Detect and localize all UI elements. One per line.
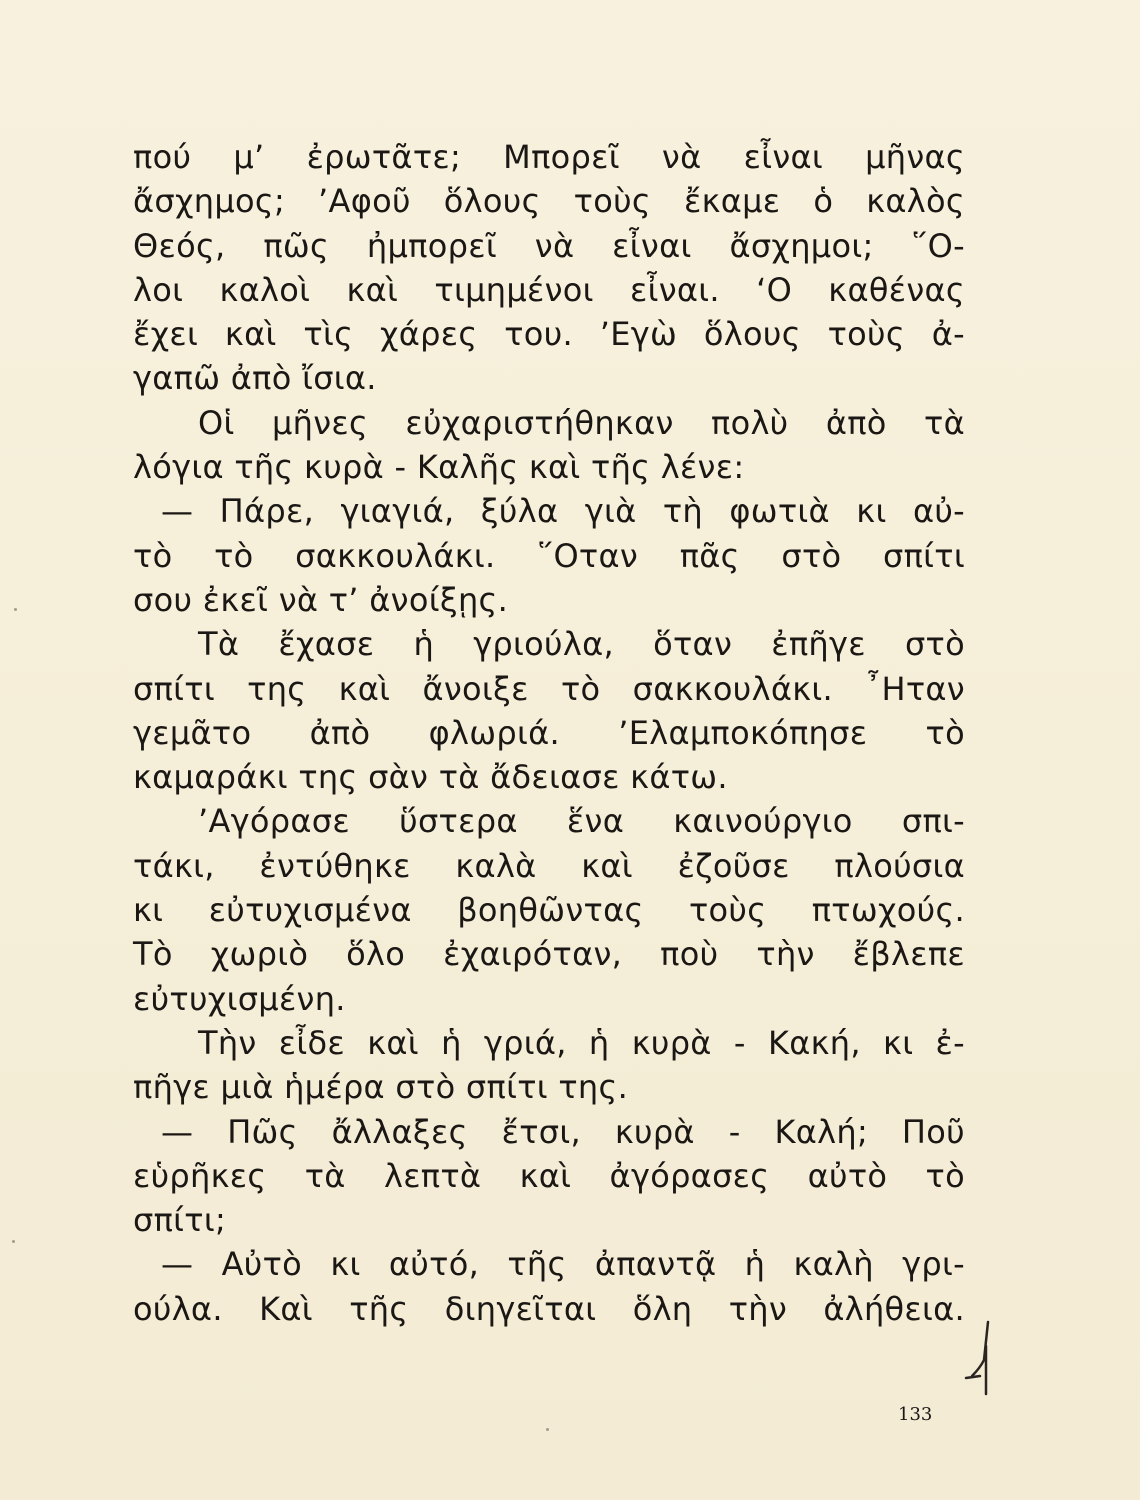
- text-line: εὐτυχισμένη.: [133, 979, 346, 1018]
- text-line: τὸ τὸ σακκουλάκι. ῞Οταν πᾶς στὸ σπίτι: [133, 536, 965, 575]
- text-line: Θεός, πῶς ἠμπορεῖ νὰ εἶναι ἄσχημοι; ῞Ο-: [133, 226, 965, 265]
- text-line: τάκι, ἐντύθηκε καλὰ καὶ ἐζοῦσε πλούσια: [133, 846, 965, 885]
- text-line: γαπῶ ἀπὸ ἴσια.: [133, 359, 377, 398]
- dialogue-line: — Αὐτὸ κι αὐτό, τῆς ἀπαντᾷ ἡ καλὴ γρι-: [161, 1245, 965, 1284]
- text-line: σπίτι της καὶ ἄνοιξε τὸ σακκουλάκι. ῏Ηταν: [133, 669, 965, 708]
- text-line: ούλα. Καὶ τῆς διηγεῖται ὅλη τὴν ἀλήθεια.: [133, 1289, 965, 1328]
- text-line: πῆγε μιὰ ἡμέρα στὸ σπίτι της.: [133, 1068, 629, 1107]
- dialogue-line: — Πάρε, γιαγιά, ξύλα γιὰ τὴ φωτιὰ κι αὐ-: [161, 492, 965, 531]
- paper-speck: [546, 1428, 549, 1431]
- pencil-mark-icon: [962, 1316, 1002, 1396]
- paragraph-first-line: Τὴν εἶδε καὶ ἡ γριά, ἡ κυρὰ - Κακή, κι ἐ-: [198, 1023, 965, 1062]
- page-number: 133: [898, 1404, 933, 1425]
- text-line: κι εὐτυχισμένα βοηθῶντας τοὺς πτωχούς.: [133, 891, 965, 930]
- text-line: Τὸ χωριὸ ὅλο ἐχαιρόταν, ποὺ τὴν ἔβλεπε: [133, 935, 965, 974]
- text-line: σου ἐκεῖ νὰ τ’ ἀνοίξῃς.: [133, 580, 509, 619]
- text-line: καμαράκι της σὰν τὰ ἄδειασε κάτω.: [133, 758, 728, 797]
- text-line: λοι καλοὶ καὶ τιμημένοι εἶναι. ‘Ο καθένας: [133, 270, 965, 309]
- body-text: [133, 135, 965, 1331]
- text-line: σπίτι;: [133, 1201, 227, 1240]
- text-line: ἔχει καὶ τὶς χάρες του. ’Εγὼ ὅλους τοὺς ἀ-: [133, 315, 965, 354]
- paper-speck: [12, 1240, 15, 1243]
- text-line: εὑρῆκες τὰ λεπτὰ καὶ ἀγόρασες αὐτὸ τὸ: [133, 1156, 965, 1195]
- paper-speck: [14, 608, 17, 611]
- text-line: ἄσχημος; ’Αφοῦ ὅλους τοὺς ἔκαμε ὁ καλὸς: [133, 182, 965, 221]
- paragraph-first-line: Οἱ μῆνες εὐχαριστήθηκαν πολὺ ἀπὸ τὰ: [198, 403, 965, 442]
- text-line: λόγια τῆς κυρὰ - Καλῆς καὶ τῆς λένε:: [133, 448, 745, 487]
- text-line: πού μ’ ἐρωτᾶτε; Μπορεῖ νὰ εἶναι μῆνας: [133, 138, 965, 176]
- dialogue-line: — Πῶς ἄλλαξες ἔτσι, κυρὰ - Καλή; Ποῦ: [161, 1112, 965, 1151]
- paragraph-first-line: ’Αγόρασε ὕστερα ἕνα καινούργιο σπι-: [198, 802, 965, 841]
- paragraph-first-line: Τὰ ἔχασε ἡ γριούλα, ὅταν ἐπῆγε στὸ: [198, 625, 965, 664]
- text-line: γεμᾶτο ἀπὸ φλωριά. ’Ελαμποκόπησε τὸ: [133, 713, 965, 752]
